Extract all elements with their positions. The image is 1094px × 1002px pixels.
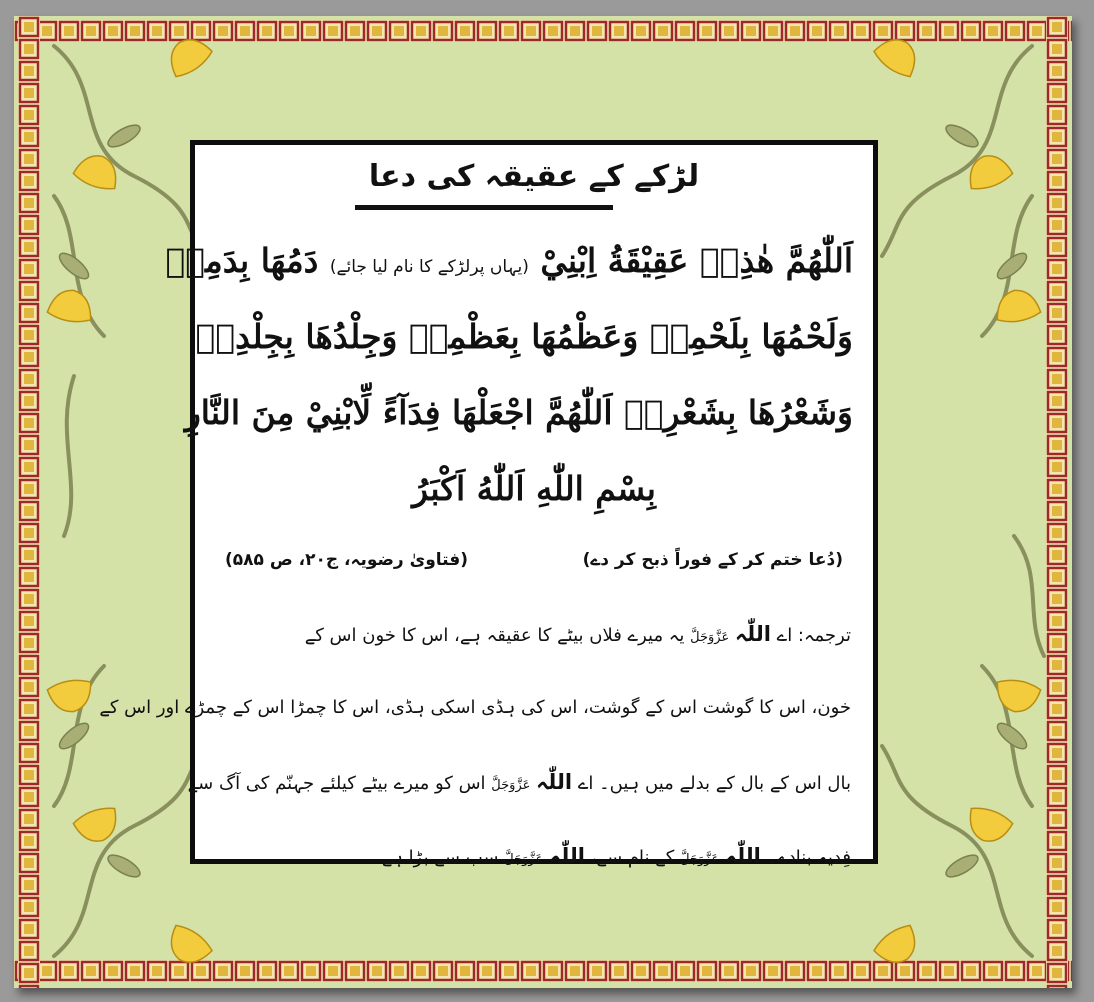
page-title: لڑکے کے عقیقہ کی دعا <box>368 159 700 194</box>
translation-line-1-rest: یہ میرے فلاں بیٹے کا عقیقہ ہے، اس کا خون اس کے <box>304 625 685 646</box>
dua-line-1-main: اَللّٰهُمَّ هٰذِهٖ عَقِيْقَةُ اِبْنِيْ <box>540 241 853 280</box>
honorific: عَزَّوَجَلَّ <box>680 852 720 867</box>
translation-prefix: ترجمہ: اے <box>776 625 851 646</box>
honorific: عَزَّوَجَلَّ <box>504 852 544 867</box>
translation-line-4-post: سب سے بڑا ہے۔ <box>371 847 499 868</box>
honorific: عَزَّوَجَلَّ <box>491 778 531 793</box>
allah-word: اللّٰہ <box>536 770 573 794</box>
dua-line-1-end: دَمُهَا بِدَمِهٖ <box>165 241 319 280</box>
translation-line-1 <box>217 621 851 651</box>
translation-line-3-post: اس کو میرے بیٹے کیلئے جہنّم کی آگ سے <box>187 773 486 794</box>
honorific: عَزَّوَجَلَّ <box>690 630 730 645</box>
dua-line-1 <box>165 241 853 287</box>
translation-line-4-mid: کے نام سے، <box>590 847 675 868</box>
translation-line-3 <box>187 769 851 799</box>
dua-line-3: وَشَعْرُهَا بِشَعْرِهٖ اَللّٰهُمَّ اجْعَلْهَا فِدَآءً لِّابْنِيْ مِنَ النَّارِ <box>184 393 853 432</box>
reference-note: (فتاویٰ رضویہ، ج۲۰، ص ۵۸۵) <box>225 550 468 570</box>
instruction-note: (دُعا ختم کر کے فوراً ذبح کر دے) <box>582 550 843 570</box>
allah-word: اللّٰہ <box>734 622 771 646</box>
notes-row <box>225 549 843 575</box>
allah-word: اللّٰہ <box>549 844 585 868</box>
dua-line-1-note: (یہاں پرلڑکے کا نام لیا جائے) <box>329 257 529 277</box>
dua-line-4: بِسْمِ اللّٰهِ اَللّٰهُ اَكْبَرُ <box>412 469 656 508</box>
translation-line-4 <box>217 843 851 873</box>
decorative-frame <box>14 16 1072 988</box>
translation-line-3-pre: بال اس کے بال کے بدلے میں ہیں۔ اے <box>577 773 851 794</box>
dua-line-2: وَلَحْمُهَا بِلَحْمِهٖ وَعَظْمُهَا بِعَظْمِهٖ وَجِلْدُهَا بِجِلْدِهٖ <box>195 317 853 356</box>
translation-line-4-pre: فِدیہ بنادے۔ <box>766 847 851 868</box>
translation-line-2: خون، اس کا گوشت اس کے گوشت، اس کی ہڈی اسکی ہڈی، اس کا چمڑا اس کے چمڑے اور اس کے <box>99 697 851 718</box>
title-underline <box>355 205 613 210</box>
dua-card <box>99 140 878 868</box>
allah-word: اللّٰہ <box>724 844 761 868</box>
